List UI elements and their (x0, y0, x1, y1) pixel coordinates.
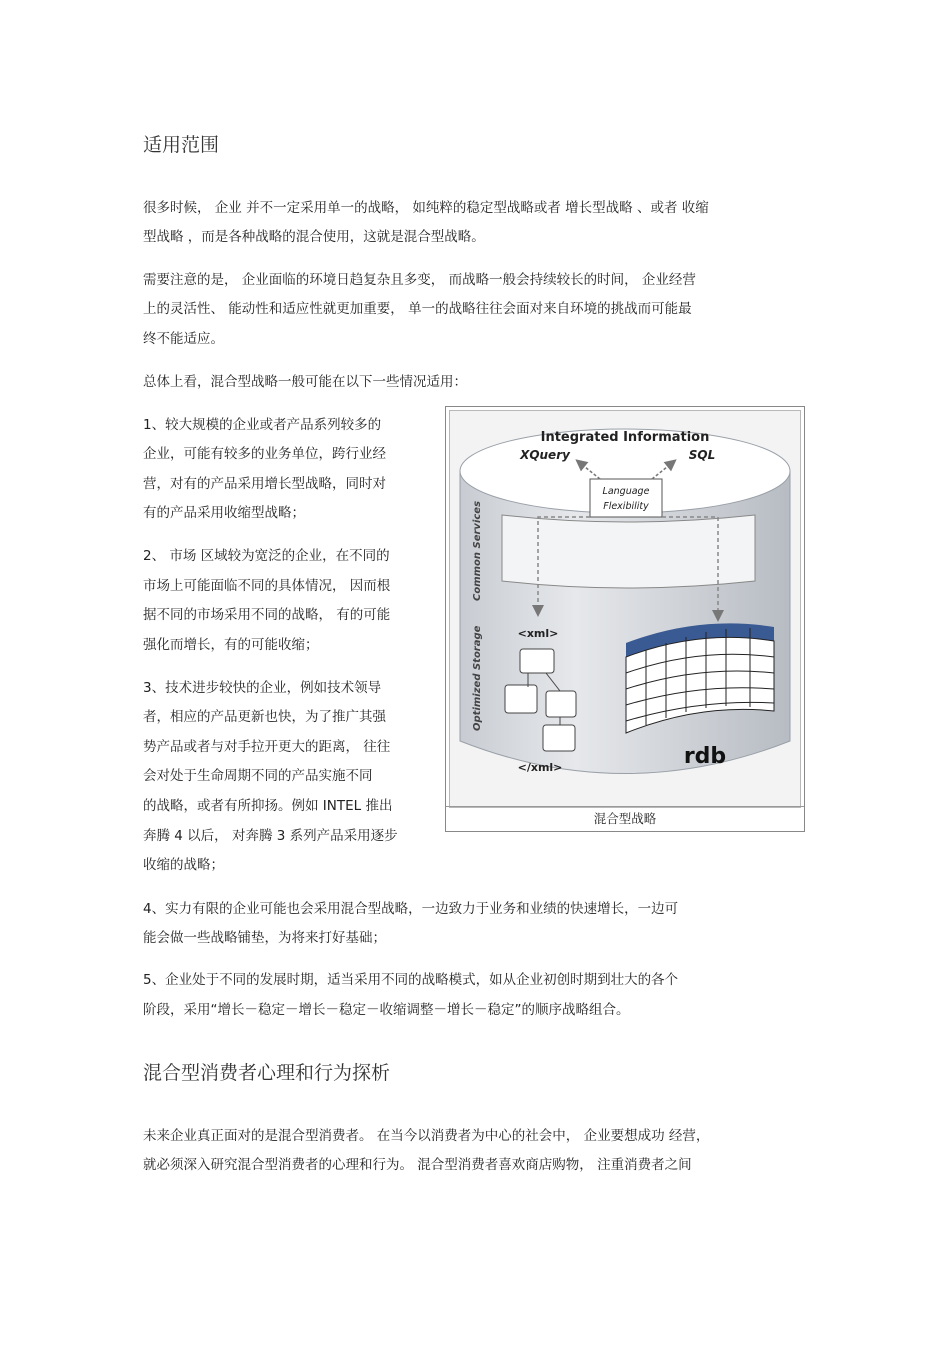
paragraph-line: 型战略 ，而是各种战略的混合使用，这就是混合型战略。 (143, 229, 485, 245)
common-services-label: Common Services (472, 500, 483, 601)
title-label: Integrated Information (540, 430, 710, 445)
paragraph-line: 很多时候， 企业 并不一定采用单一的战略， 如纯粹的稳定型战略或者 增长型战略 、或者 收缩 (143, 200, 709, 216)
list-item-3-line: 3、技术进步较快的企业，例如技术领导 (143, 680, 382, 696)
sql-label: SQL (688, 448, 716, 462)
xml-node (546, 691, 576, 717)
list-item-1-line: 有的产品采用收缩型战略； (143, 505, 305, 521)
list-item-1-line: 营，对有的产品采用增长型战略，同时对 (143, 476, 386, 492)
list-item-2-line: 2、 市场 区域较为宽泛的企业，在不同的 (143, 548, 390, 564)
list-item-3-line: 的战略，或者有所抑扬。例如 INTEL 推出 (143, 798, 393, 814)
list-item-4-line: 能会做一些战略铺垫，为将来打好基础； (143, 930, 386, 946)
xml-node (543, 725, 575, 751)
database-diagram (450, 411, 800, 807)
list-item-5-line: 阶段，采用“增长－稳定－增长－稳定－收缩调整－增长－稳定”的顺序战略组合。 (143, 1002, 630, 1018)
figure-image (449, 410, 801, 808)
list-item-3-line: 收缩的战略； (143, 857, 224, 873)
list-item-2-line: 据不同的市场采用不同的战略， 有的可能 (143, 607, 391, 623)
paragraph-line: 未来企业真正面对的是混合型消费者。 在当今以消费者为中心的社会中， 企业要想成功 经营， (143, 1128, 710, 1144)
language-label: Language (602, 486, 650, 497)
figure-hybrid-strategy (445, 406, 805, 832)
list-item-2-line: 强化而增长，有的可能收缩； (143, 637, 319, 653)
paragraph-line: 总体上看，混合型战略一般可能在以下一些情况适用： (143, 374, 467, 390)
xml-node (505, 685, 537, 713)
paragraph-line: 上的灵活性、 能动性和适应性就更加重要， 单一的战略往往会面对来自环境的挑战而可能最 (143, 301, 692, 317)
optimized-storage-label: Optimized Storage (472, 625, 483, 731)
list-item-3-line: 会对处于生命周期不同的产品实施不同 (143, 768, 373, 784)
list-item-3-line: 奔腾 4 以后， 对奔腾 3 系列产品采用逐步 (143, 828, 398, 844)
list-item-2-line: 市场上可能面临不同的具体情况， 因而根 (143, 578, 391, 594)
xml-open-label: <xml> (517, 627, 559, 640)
section-heading-consumer: 混合型消费者心理和行为探析 (143, 1062, 391, 1084)
common-services-band (502, 515, 755, 588)
paragraph-line: 需要注意的是， 企业面临的环境日趋复杂且多变， 而战略一般会持续较长的时间， 企业经营 (143, 272, 696, 288)
figure-caption: 混合型战略 (446, 806, 804, 831)
list-item-3-line: 者，相应的产品更新也快，为了推广其强 (143, 709, 386, 725)
list-item-1-line: 企业，可能有较多的业务单位，跨行业经 (143, 446, 386, 462)
list-item-5-line: 5、企业处于不同的发展时期，适当采用不同的战略模式，如从企业初创时期到壮大的各个 (143, 972, 679, 988)
list-item-1-line: 1、较大规模的企业或者产品系列较多的 (143, 417, 382, 433)
list-item-4-line: 4、实力有限的企业可能也会采用混合型战略，一边致力于业务和业绩的快速增长，一边可 (143, 901, 679, 917)
xml-node (520, 649, 554, 673)
section-heading-scope: 适用范围 (143, 134, 220, 156)
paragraph-line: 就必须深入研究混合型消费者的心理和行为。 混合型消费者喜欢商店购物， 注重消费者之间 (143, 1157, 692, 1173)
list-item-3-line: 势产品或者与对手拉开更大的距离， 往往 (143, 739, 391, 755)
flexibility-label: Flexibility (603, 501, 649, 512)
xquery-label: XQuery (520, 448, 570, 462)
rdb-label: rdb (683, 744, 727, 769)
paragraph-line: 终不能适应。 (143, 331, 224, 347)
xml-close-label: </xml> (517, 761, 563, 774)
